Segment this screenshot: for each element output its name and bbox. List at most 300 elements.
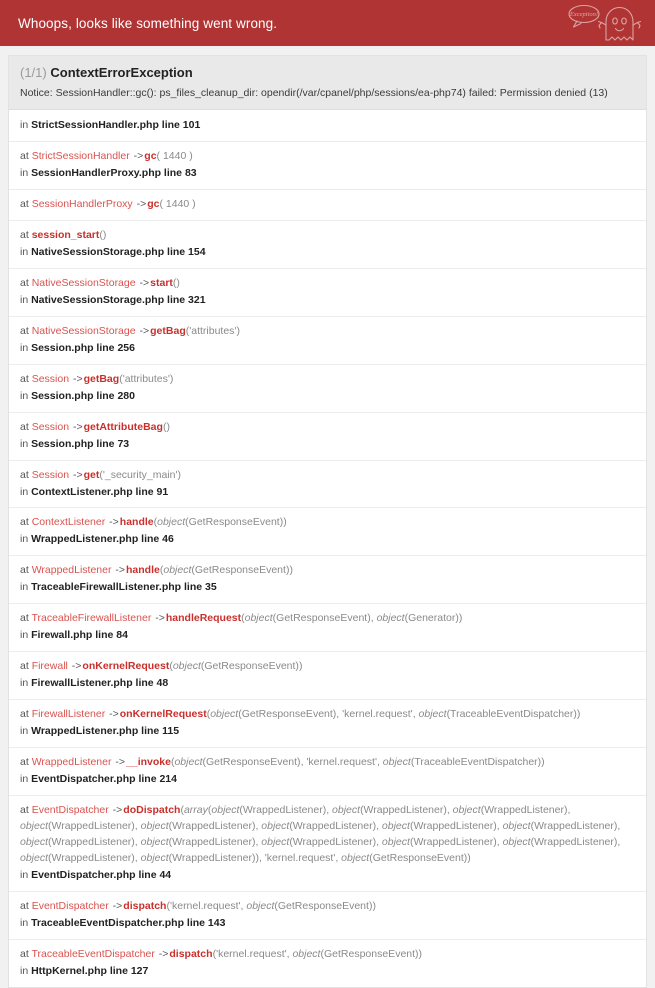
close-paren: ) xyxy=(418,947,423,960)
trace-call-line xyxy=(20,707,635,723)
close-paren: ) xyxy=(283,516,287,529)
trace-method-name: session_start xyxy=(31,229,100,242)
trace-arg-string: 'kernel.request' xyxy=(264,851,336,864)
trace-file-name: EventDispatcher.php line 214 xyxy=(31,772,177,785)
trace-arg-kind: object xyxy=(292,947,321,960)
open-paren: ( xyxy=(156,150,161,163)
trace-arg-object xyxy=(261,820,376,832)
trace-file-name: Session.php line 256 xyxy=(31,341,135,354)
trace-arrow-icon: -> xyxy=(112,756,126,769)
trace-arrow-icon: -> xyxy=(70,420,83,433)
trace-file-keyword: in xyxy=(20,246,32,258)
trace-arg-value: (GetResponseEvent) xyxy=(185,516,284,529)
trace-arg-separator: , xyxy=(617,819,621,832)
trace-call-line xyxy=(20,899,635,915)
trace-file-keyword: in xyxy=(20,437,32,450)
trace-call-keyword: at xyxy=(20,198,32,211)
trace-method-name: gc xyxy=(147,198,160,211)
trace-arrow-icon: -> xyxy=(106,708,119,721)
trace-arg-object xyxy=(261,836,376,848)
trace-call-keyword: at xyxy=(20,468,32,481)
open-paren: ( xyxy=(180,803,184,816)
trace-arg-object xyxy=(341,852,467,864)
trace-file-name: Session.php line 73 xyxy=(31,437,130,450)
trace-row[interactable] xyxy=(9,604,646,652)
open-paren: ( xyxy=(166,899,170,912)
open-paren: ( xyxy=(170,756,175,769)
trace-call-keyword: at xyxy=(20,947,32,960)
trace-arg-kind: object xyxy=(140,851,169,864)
trace-arrow-icon: -> xyxy=(155,947,169,960)
trace-call-line xyxy=(20,149,635,165)
trace-arg-kind: object xyxy=(261,819,290,832)
trace-arg-object xyxy=(174,756,300,768)
trace-method-name: doDispatch xyxy=(123,803,181,816)
trace-arg-value: (WrappedListener) xyxy=(480,803,568,816)
trace-arg-kind: object xyxy=(244,612,273,625)
trace-call-keyword: at xyxy=(20,516,32,529)
open-paren: ( xyxy=(206,708,211,721)
trace-call-keyword: at xyxy=(20,708,32,721)
trace-row[interactable] xyxy=(9,652,646,700)
trace-call-keyword: at xyxy=(20,150,32,163)
exception-title xyxy=(20,64,635,82)
close-paren: ) xyxy=(576,708,581,721)
trace-file-name: NativeSessionStorage.php line 321 xyxy=(31,293,206,306)
trace-arg-kind: object xyxy=(381,819,410,832)
close-paren: ) xyxy=(372,899,376,912)
trace-arg-separator: , xyxy=(376,819,382,832)
trace-call-line xyxy=(20,563,635,579)
trace-file-keyword: in xyxy=(20,916,32,929)
trace-arg-value: (WrappedListener) xyxy=(409,835,497,848)
trace-arg-kind: object xyxy=(502,819,531,832)
exception-panel xyxy=(8,55,647,988)
trace-call-line xyxy=(20,324,635,340)
trace-arrow-icon: -> xyxy=(133,198,147,211)
trace-arg-value: (GetResponseEvent) xyxy=(274,899,373,912)
trace-file-name: ContextListener.php line 91 xyxy=(31,485,169,498)
trace-call-keyword: at xyxy=(20,324,32,337)
trace-arg-separator: , xyxy=(286,947,293,960)
trace-file-keyword: in xyxy=(20,485,32,498)
trace-arg-separator: , xyxy=(255,835,262,848)
trace-class-name: EventDispatcher xyxy=(31,803,109,816)
trace-file-keyword: in xyxy=(20,119,32,132)
close-paren: ) xyxy=(189,150,193,163)
open-paren: ( xyxy=(99,229,103,242)
open-paren: ( xyxy=(153,516,158,529)
trace-arg-object xyxy=(173,660,299,672)
trace-arg-separator: , xyxy=(376,835,382,848)
trace-arg-kind: array xyxy=(183,803,208,816)
open-paren: ( xyxy=(212,947,217,960)
trace-file-keyword: in xyxy=(20,868,32,881)
trace-class-name: NativeSessionStorage xyxy=(31,276,136,289)
trace-arrow-icon: -> xyxy=(106,516,119,529)
trace-arg-value: (GetResponseEvent) xyxy=(272,612,371,625)
trace-arg-value: (WrappedListener) xyxy=(289,819,377,832)
trace-arg-value: (WrappedListener) xyxy=(289,835,377,848)
trace-row[interactable] xyxy=(9,796,646,892)
trace-arg-value: (WrappedListener) xyxy=(48,851,135,864)
trace-arg-object xyxy=(452,803,571,816)
trace-file-keyword: in xyxy=(20,341,32,354)
trace-arg-object xyxy=(20,836,135,848)
trace-arg-object xyxy=(332,804,447,816)
trace-method-name: __invoke xyxy=(126,756,171,769)
trace-arg-object xyxy=(246,900,372,912)
exception-index: (1/1) xyxy=(20,65,47,80)
trace-call-line xyxy=(20,515,635,531)
trace-arrow-icon: -> xyxy=(136,324,150,337)
trace-file-line xyxy=(20,916,635,932)
trace-row[interactable] xyxy=(9,892,646,940)
trace-row[interactable] xyxy=(9,700,646,748)
trace-call-line xyxy=(20,372,635,388)
trace-file-keyword: in xyxy=(20,389,32,402)
trace-arg-separator: , xyxy=(567,803,571,816)
trace-file-name: EventDispatcher.php line 44 xyxy=(31,868,172,881)
trace-arg-value: (WrappedListener) xyxy=(168,835,256,848)
trace-row[interactable] xyxy=(9,365,646,413)
trace-method-name: gc xyxy=(144,150,157,163)
trace-arg-value: (GetResponseEvent) xyxy=(202,756,301,769)
trace-arg-object xyxy=(211,804,326,816)
close-paren: ) xyxy=(458,612,463,625)
trace-file-name: FirewallListener.php line 48 xyxy=(31,677,169,690)
trace-call-keyword: at xyxy=(20,372,32,385)
trace-arg-separator: , xyxy=(376,756,383,769)
trace-file-keyword: in xyxy=(20,725,32,738)
trace-arg-object xyxy=(502,819,621,832)
trace-file-line xyxy=(20,676,635,692)
trace-file-line xyxy=(20,868,635,884)
trace-class-name: StrictSessionHandler xyxy=(31,150,130,163)
exception-class: ContextErrorException xyxy=(50,65,193,80)
trace-arg-kind: object xyxy=(261,835,290,848)
trace-arg-string: 'kernel.request' xyxy=(342,708,413,721)
trace-file-name: StrictSessionHandler.php line 101 xyxy=(31,119,201,132)
open-paren: ( xyxy=(119,372,123,385)
trace-arrow-icon: -> xyxy=(109,803,123,816)
trace-arg-kind: object xyxy=(376,612,405,625)
trace-arg-separator: , xyxy=(255,819,262,832)
trace-file-line xyxy=(20,245,635,261)
trace-arg-object xyxy=(20,820,135,832)
trace-arg-object xyxy=(20,852,135,864)
trace-arg-value: (WrappedListener) xyxy=(530,835,618,848)
trace-arg-value: (WrappedListener) xyxy=(168,851,256,864)
open-paren: ( xyxy=(241,612,245,625)
trace-arg-separator: , xyxy=(300,756,307,769)
trace-call-keyword: at xyxy=(20,420,32,433)
close-paren: ) xyxy=(541,756,545,769)
close-paren: ) xyxy=(298,660,303,673)
trace-arg-separator: , xyxy=(240,899,247,912)
trace-class-name: Session xyxy=(31,468,70,481)
trace-arg-kind: object xyxy=(210,708,239,721)
trace-arg-value: (WrappedListener) xyxy=(530,819,618,832)
trace-file-line xyxy=(20,166,635,182)
trace-class-name: EventDispatcher xyxy=(31,899,109,912)
banner-title: Whoops, looks like something went wrong. xyxy=(18,15,278,31)
trace-file-name: SessionHandlerProxy.php line 83 xyxy=(31,167,197,180)
trace-class-name: SessionHandlerProxy xyxy=(31,198,133,211)
trace-arg-value: (TraceableEventDispatcher) xyxy=(410,756,542,769)
trace-arrow-icon: -> xyxy=(136,276,150,289)
trace-arg-string: '_security_main' xyxy=(102,468,178,481)
trace-call-line xyxy=(20,420,635,436)
trace-file-keyword: in xyxy=(20,533,32,546)
trace-row[interactable] xyxy=(9,508,646,556)
trace-arg-object xyxy=(377,612,459,624)
trace-file-name: WrappedListener.php line 115 xyxy=(31,725,180,738)
open-paren: ( xyxy=(159,198,163,211)
open-paren: ( xyxy=(172,276,177,289)
trace-file-keyword: in xyxy=(20,964,32,977)
trace-arg-string: 'kernel.request' xyxy=(306,756,377,769)
trace-arg-kind: object xyxy=(502,835,531,848)
trace-class-name: Firewall xyxy=(31,660,68,673)
trace-file-keyword: in xyxy=(20,629,32,642)
trace-arg-kind: object xyxy=(332,803,361,816)
trace-arg-kind: object xyxy=(452,803,481,816)
trace-file-name: Session.php line 280 xyxy=(31,389,135,402)
trace-file-name: HttpKernel.php line 127 xyxy=(31,964,149,977)
trace-row[interactable] xyxy=(9,461,646,509)
trace-arg-kind: object xyxy=(341,851,370,864)
trace-file-line xyxy=(20,628,635,644)
trace-arg-value: (GetResponseEvent) xyxy=(238,708,337,721)
trace-method-name: handle xyxy=(119,516,154,529)
trace-file-line xyxy=(20,389,635,405)
trace-arg-kind: object xyxy=(174,756,203,769)
trace-arg-object xyxy=(141,820,256,832)
trace-row[interactable] xyxy=(9,190,646,221)
trace-class-name: Session xyxy=(31,372,70,385)
trace-row[interactable] xyxy=(9,556,646,604)
trace-arg-object xyxy=(383,756,541,768)
trace-arg-string: 'kernel.request' xyxy=(169,899,241,912)
trace-arg-separator: , xyxy=(134,819,141,832)
trace-method-name: getBag xyxy=(83,372,120,385)
trace-row[interactable] xyxy=(9,269,646,317)
close-paren: ) xyxy=(289,564,293,577)
trace-call-line xyxy=(20,468,635,484)
open-paren: ( xyxy=(159,564,164,577)
trace-arg-object xyxy=(382,820,497,832)
trace-call-line xyxy=(20,659,635,675)
trace-call-keyword: at xyxy=(20,612,32,625)
trace-call-line xyxy=(20,947,635,963)
trace-call-line xyxy=(20,228,635,244)
trace-arg-separator: , xyxy=(326,803,333,816)
trace-row[interactable] xyxy=(9,940,646,987)
exception-summary xyxy=(9,56,646,110)
trace-arg-kind: object xyxy=(382,756,411,769)
open-paren: ( xyxy=(169,660,173,673)
trace-row[interactable] xyxy=(9,110,646,142)
trace-arrow-icon: -> xyxy=(68,660,82,673)
trace-call-keyword: at xyxy=(20,564,32,577)
trace-arrow-icon: -> xyxy=(70,468,83,481)
trace-arg-string: 'attributes' xyxy=(189,324,237,337)
trace-file-keyword: in xyxy=(20,772,32,785)
trace-arrow-icon: -> xyxy=(112,564,126,577)
trace-file-name: TraceableFirewallListener.php line 35 xyxy=(31,581,217,594)
stack-trace-list xyxy=(9,110,646,986)
trace-class-name: TraceableEventDispatcher xyxy=(31,947,155,960)
trace-arg-string: 'attributes' xyxy=(122,372,170,385)
trace-class-name: WrappedListener xyxy=(31,564,112,577)
trace-arg-value: (WrappedListener) xyxy=(168,819,256,832)
trace-call-line xyxy=(20,611,635,627)
trace-file-name: NativeSessionStorage.php line 154 xyxy=(31,246,206,258)
trace-arg-object xyxy=(502,835,621,848)
trace-file-line xyxy=(20,341,635,357)
trace-method-name: getAttributeBag xyxy=(83,420,163,433)
trace-arrow-icon: -> xyxy=(70,372,83,385)
mascot-caption: Exception! xyxy=(569,11,599,18)
close-paren: ) xyxy=(236,324,240,337)
trace-arg-separator: , xyxy=(258,851,265,864)
trace-arg-kind: object xyxy=(140,819,169,832)
trace-arg-kind: object xyxy=(20,819,49,832)
trace-row[interactable] xyxy=(9,142,646,190)
trace-arg-separator: , xyxy=(617,835,621,848)
close-paren: ) xyxy=(255,851,259,864)
trace-arg-kind: object xyxy=(418,708,447,721)
trace-class-name: TraceableFirewallListener xyxy=(31,612,152,625)
trace-arg-kind: object xyxy=(172,660,201,673)
trace-call-line xyxy=(20,755,635,771)
trace-method-name: get xyxy=(83,468,100,481)
trace-file-keyword: in xyxy=(20,293,32,306)
trace-arg-scalar: 1440 xyxy=(162,198,193,211)
trace-arg-object xyxy=(210,708,336,720)
trace-call-keyword: at xyxy=(20,229,32,242)
open-paren: ( xyxy=(162,420,167,433)
trace-file-keyword: in xyxy=(20,581,32,594)
trace-arg-object xyxy=(141,836,256,848)
trace-method-name: onKernelRequest xyxy=(82,660,170,673)
trace-arg-scalar: 1440 xyxy=(160,150,190,163)
trace-arg-kind: object xyxy=(381,835,410,848)
trace-arg-separator: , xyxy=(336,708,343,721)
trace-class-name: NativeSessionStorage xyxy=(31,324,136,337)
trace-arg-kind: object xyxy=(140,835,169,848)
trace-call-line xyxy=(20,197,635,213)
trace-file-line xyxy=(20,293,635,309)
trace-arg-object xyxy=(245,612,371,624)
trace-arg-object xyxy=(163,564,289,576)
trace-arg-kind: object xyxy=(20,835,49,848)
close-paren: ) xyxy=(467,851,471,864)
trace-file-keyword: in xyxy=(20,167,32,180)
close-paren: ) xyxy=(192,198,196,211)
trace-arg-separator: , xyxy=(134,851,141,864)
exception-message: Notice: SessionHandler::gc(): ps_files_cleanup_dir: opendir(/var/cpanel/php/sessions/ea-php74) failed: Permission denied (13) xyxy=(20,86,608,99)
trace-arg-kind: object xyxy=(157,516,186,529)
trace-class-name: Session xyxy=(31,420,70,433)
trace-class-name: ContextListener xyxy=(31,516,106,529)
trace-method-name: dispatch xyxy=(123,899,167,912)
trace-arg-object xyxy=(419,708,577,720)
trace-method-name: handleRequest xyxy=(165,612,242,625)
trace-file-line xyxy=(20,772,635,788)
trace-arg-value: (Generator) xyxy=(404,612,459,625)
trace-arg-value: (WrappedListener) xyxy=(48,819,135,832)
trace-file-line xyxy=(20,532,635,548)
ghost-mascot-icon xyxy=(563,0,641,46)
open-paren: ( xyxy=(185,324,190,337)
trace-arg-kind: object xyxy=(246,899,275,912)
trace-arg-separator: , xyxy=(412,708,419,721)
trace-arg-value: (WrappedListener) xyxy=(48,835,135,848)
trace-method-name: start xyxy=(150,276,173,289)
trace-call-keyword: at xyxy=(20,660,32,673)
close-paren: ) xyxy=(169,372,174,385)
trace-arg-value: (WrappedListener) xyxy=(360,803,447,816)
error-banner xyxy=(0,0,655,46)
trace-file-name: TraceableEventDispatcher.php line 143 xyxy=(31,916,226,929)
trace-method-name: getBag xyxy=(150,324,186,337)
trace-row[interactable] xyxy=(9,748,646,796)
trace-arg-separator: , xyxy=(335,851,342,864)
trace-class-name: WrappedListener xyxy=(31,756,112,769)
trace-arg-value: (GetResponseEvent) xyxy=(191,564,290,577)
trace-arrow-icon: -> xyxy=(109,899,123,912)
close-paren: ) xyxy=(166,420,170,433)
trace-file-name: WrappedListener.php line 46 xyxy=(31,533,174,546)
close-paren: ) xyxy=(177,468,181,481)
trace-arg-value: (GetResponseEvent) xyxy=(320,947,419,960)
trace-class-name: FirewallListener xyxy=(31,708,106,721)
trace-file-line xyxy=(20,724,635,740)
open-paren: ( xyxy=(99,468,103,481)
trace-arg-separator: , xyxy=(446,803,453,816)
trace-file-line xyxy=(20,118,635,134)
trace-arg-object xyxy=(292,948,418,960)
trace-arrow-icon: -> xyxy=(152,612,165,625)
trace-arg-kind: object xyxy=(211,803,240,816)
close-paren: ) xyxy=(102,229,107,242)
trace-arrow-icon: -> xyxy=(130,150,144,163)
trace-file-keyword: in xyxy=(20,677,32,690)
trace-file-line xyxy=(20,437,635,453)
trace-call-line xyxy=(20,276,635,292)
trace-arg-object xyxy=(184,804,211,816)
trace-call-keyword: at xyxy=(20,756,32,769)
trace-arg-separator: , xyxy=(370,612,377,625)
trace-call-keyword: at xyxy=(20,803,32,816)
trace-arg-value: (TraceableEventDispatcher) xyxy=(446,708,577,721)
trace-arg-object xyxy=(141,852,256,864)
trace-file-name: Firewall.php line 84 xyxy=(31,629,128,642)
trace-arg-object xyxy=(382,836,497,848)
trace-file-line xyxy=(20,964,635,980)
trace-row[interactable] xyxy=(9,221,646,269)
trace-arg-separator: , xyxy=(496,835,503,848)
trace-arg-object xyxy=(157,516,283,528)
trace-row[interactable] xyxy=(9,413,646,461)
trace-method-name: dispatch xyxy=(169,947,213,960)
trace-method-name: handle xyxy=(126,564,160,577)
trace-call-keyword: at xyxy=(20,899,32,912)
trace-call-keyword: at xyxy=(20,276,32,289)
trace-row[interactable] xyxy=(9,317,646,365)
